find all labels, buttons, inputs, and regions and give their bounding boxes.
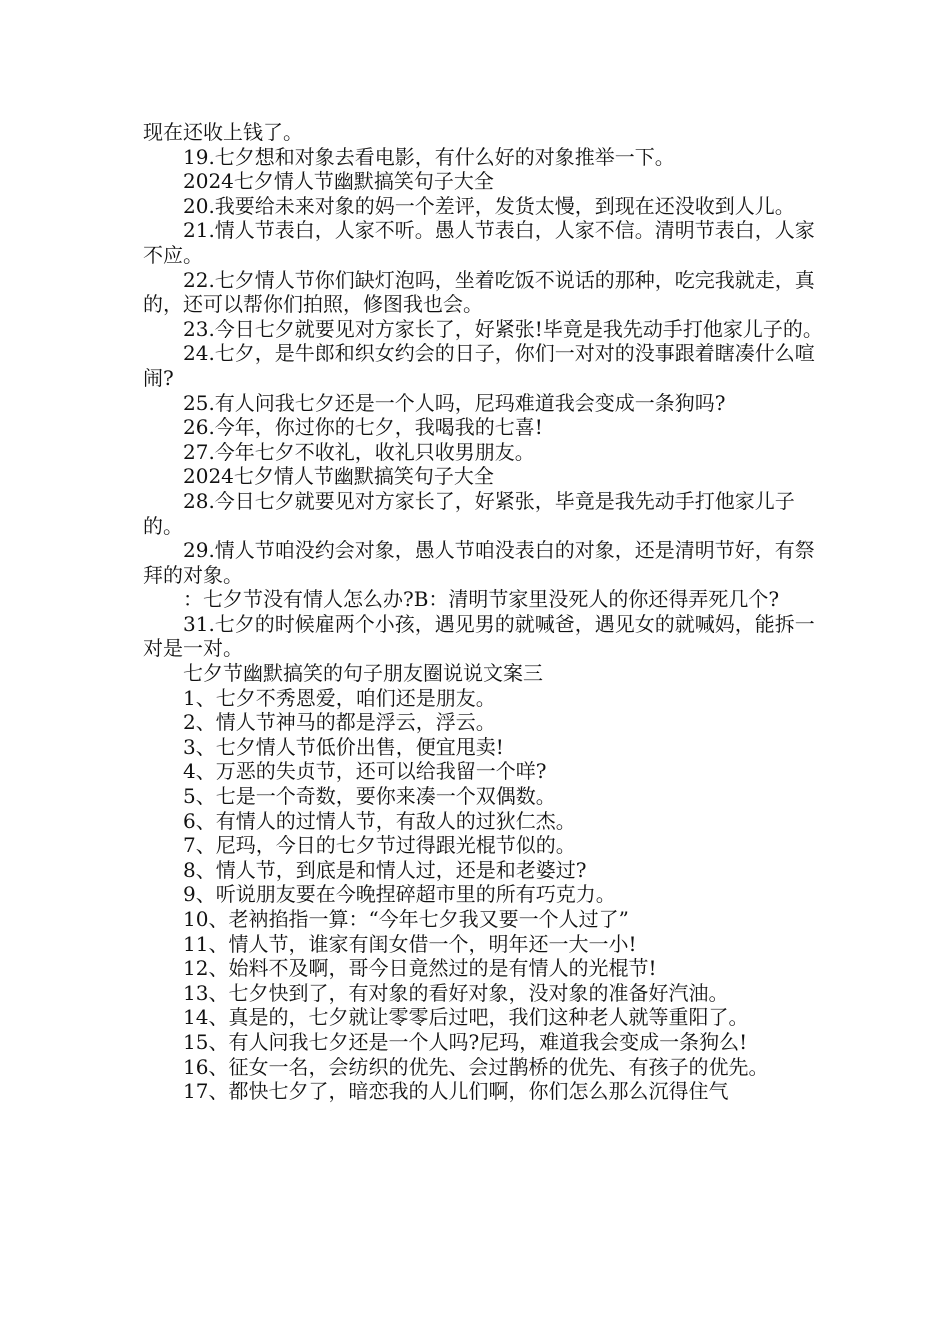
list-item: 4、万恶的失贞节，还可以给我留一个咩? [183,759,547,784]
paragraph: 20.我要给未来对象的妈一个差评，发货太慢，到现在还没收到人儿。 [183,193,795,218]
paragraph: 28.今日七夕就要见对方家长了，好紧张，毕竟是我先动手打他家儿子的。 [143,488,795,538]
list-item: 7、尼玛，今日的七夕节过得跟光棍节似的。 [183,833,576,858]
paragraph: 19.七夕想和对象去看电影，有什么好的对象推举一下。 [183,144,675,169]
list-item: 10、老衲掐指一算：“今年七夕我又要一个人过了” [183,907,629,931]
list-item: 14、真是的，七夕就让零零后过吧，我们这种老人就等重阳了。 [183,1005,749,1030]
paragraph: 26.今年，你过你的七夕，我喝我的七喜! [183,415,543,440]
paragraph: 现在还收上钱了。 [143,120,303,144]
paragraph: 22.七夕情人节你们缺灯泡吗，坐着吃饭不说话的那种，吃完我就走，真的，还可以帮你们拍照，修图我也会。 [143,267,815,317]
list-item: 9、听说朋友要在今晚捏碎超市里的所有巧克力。 [183,882,616,907]
paragraph: 23.今日七夕就要见对方家长了，好紧张!毕竟是我先动手打他家儿子的。 [183,316,823,341]
list-item: 13、七夕快到了，有对象的看好对象，没对象的准备好汽油。 [183,980,729,1005]
list-item: 16、征女一名，会纺织的优先、会过鹊桥的优先、有孩子的优先。 [183,1054,769,1079]
section-heading: 2024七夕情人节幽默搞笑句子大全 [183,464,494,489]
list-item: 5、七是一个奇数，要你来凑一个双偶数。 [183,784,556,809]
paragraph: 24.七夕，是牛郎和织女约会的日子，你们一对对的没事跟着瞎凑什么喧闹? [143,341,815,390]
paragraph: 29.情人节咱没约会对象，愚人节咱没表白的对象，还是清明节好，有祭拜的对象。 [143,538,815,587]
paragraph: 21.情人节表白，人家不听。愚人节表白，人家不信。清明节表白，人家不应。 [143,218,815,267]
list-item: 17、都快七夕了，暗恋我的人儿们啊，你们怎么那么沉得住气 [183,1079,729,1104]
list-item: 2、情人节神马的都是浮云，浮云。 [183,710,496,735]
list-item: 15、有人问我七夕还是一个人吗?尼玛，难道我会变成一条狗么! [183,1029,748,1054]
section-heading: 七夕节幽默搞笑的句子朋友圈说说文案三 [183,661,543,686]
list-item: 11、情人节，谁家有闺女借一个，明年还一大一小! [183,931,637,956]
paragraph: 27.今年七夕不收礼，收礼只收男朋友。 [183,439,535,464]
list-item: 3、七夕情人节低价出售，便宜甩卖! [183,734,504,759]
paragraph: ：七夕节没有情人怎么办?B：清明节家里没死人的你还得弄死几个? [183,587,780,612]
list-item: 6、有情人的过情人节，有敌人的过狄仁杰。 [183,808,576,833]
document-body [143,120,823,1104]
section-heading: 2024七夕情人节幽默搞笑句子大全 [183,169,494,194]
paragraph: 31.七夕的时候雇两个小孩，遇见男的就喊爸，遇见女的就喊妈，能拆一对是一对。 [143,611,815,661]
list-item: 12、始料不及啊，哥今日竟然过的是有情人的光棍节! [183,956,657,981]
list-item: 8、情人节，到底是和情人过，还是和老婆过? [183,857,587,882]
list-item: 1、七夕不秀恩爱，咱们还是朋友。 [183,685,496,710]
paragraph: 25.有人问我七夕还是一个人吗，尼玛难道我会变成一条狗吗? [183,390,726,415]
